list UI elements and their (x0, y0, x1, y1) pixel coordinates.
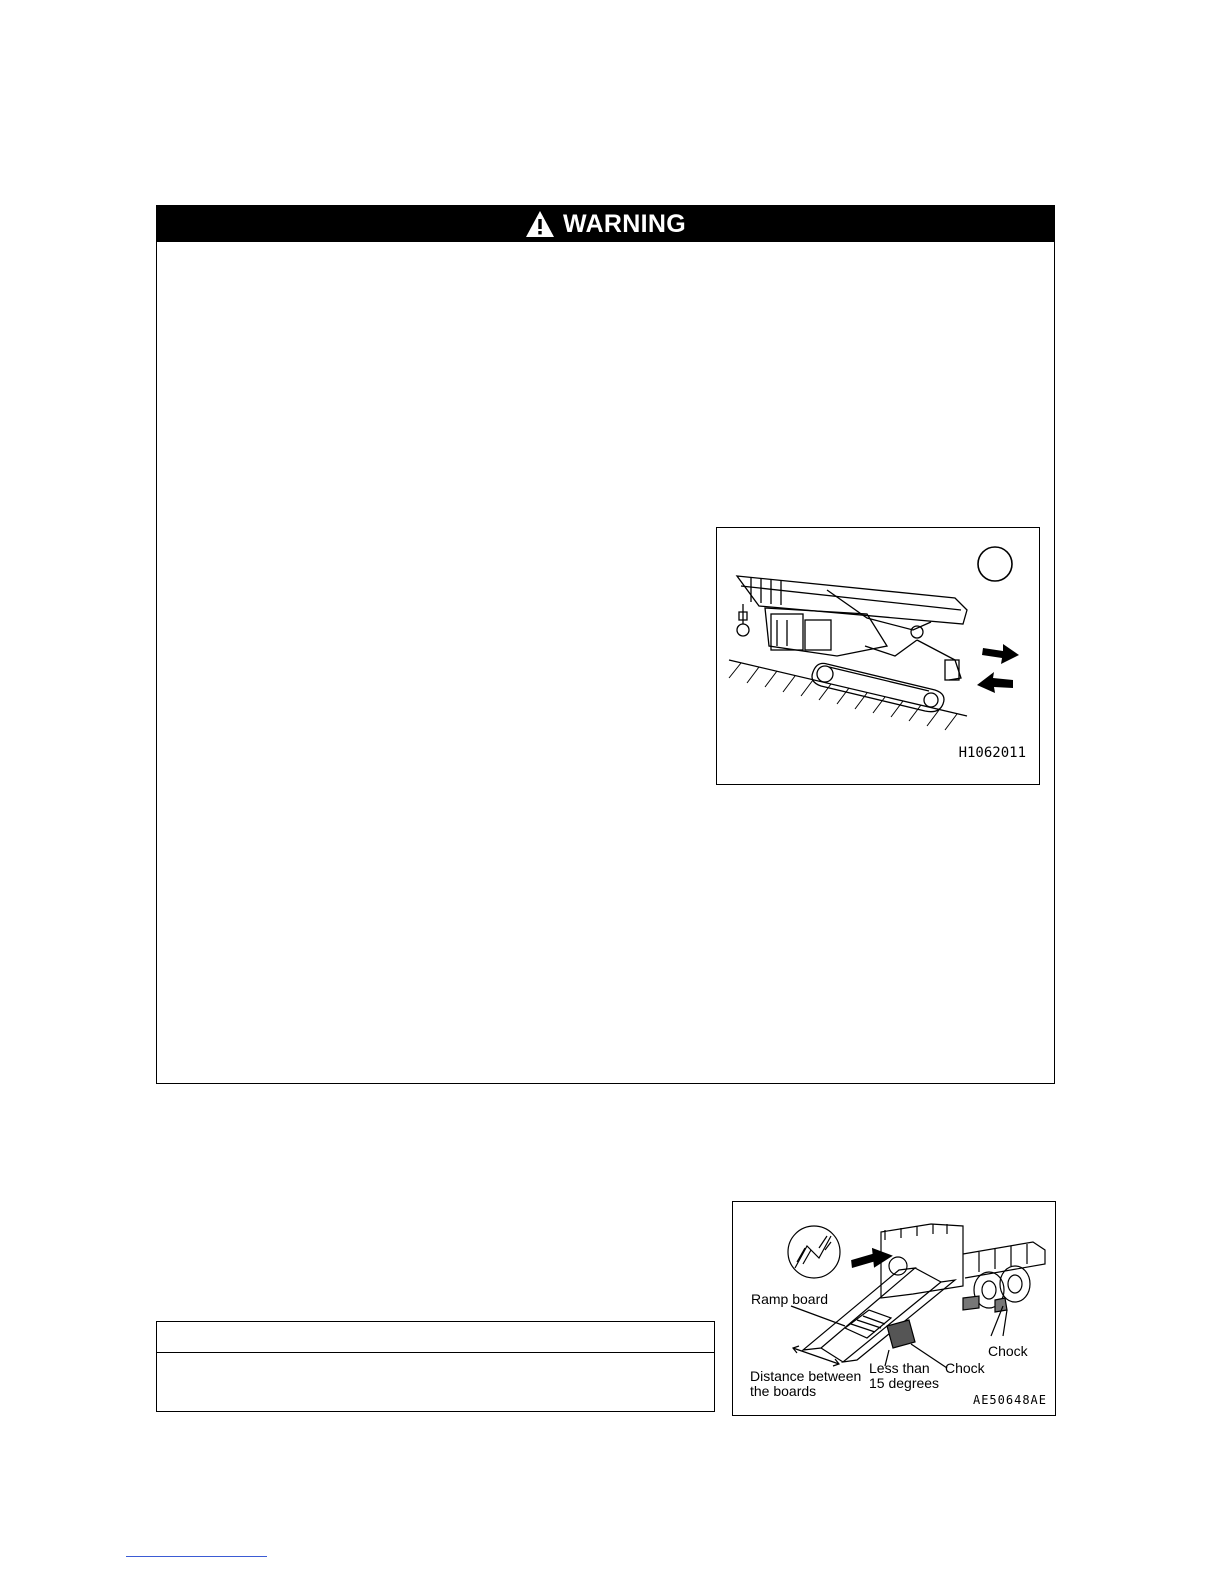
warning-banner (157, 206, 1054, 242)
arrow-left-icon (850, 1246, 894, 1270)
crane-slope-figure (716, 527, 1040, 785)
label-distance-line2: the boards (750, 1383, 817, 1399)
label-angle-line1: Less than (869, 1360, 930, 1376)
footer-link-underline[interactable] (126, 1556, 267, 1557)
warning-title: WARNING (563, 209, 686, 238)
circle-marker (978, 547, 1012, 581)
table-header-row (157, 1322, 714, 1353)
arrow-right-icon (982, 644, 1019, 664)
figure-code: AE50648AE (972, 1393, 1047, 1407)
label-chock-wheel: Chock (988, 1343, 1028, 1359)
warning-box (156, 205, 1055, 1084)
arrow-left-icon (977, 672, 1013, 693)
warning-triangle-icon (525, 210, 555, 238)
label-chock-center: Chock (945, 1360, 985, 1376)
ramp-loading-figure (732, 1201, 1056, 1416)
label-angle-line2: 15 degrees (869, 1375, 940, 1391)
figure-code: H1062011 (958, 745, 1026, 761)
label-distance-line1: Distance between (750, 1368, 862, 1384)
label-ramp-board: Ramp board (751, 1291, 829, 1307)
spec-table (156, 1321, 715, 1412)
table-row (157, 1353, 714, 1410)
